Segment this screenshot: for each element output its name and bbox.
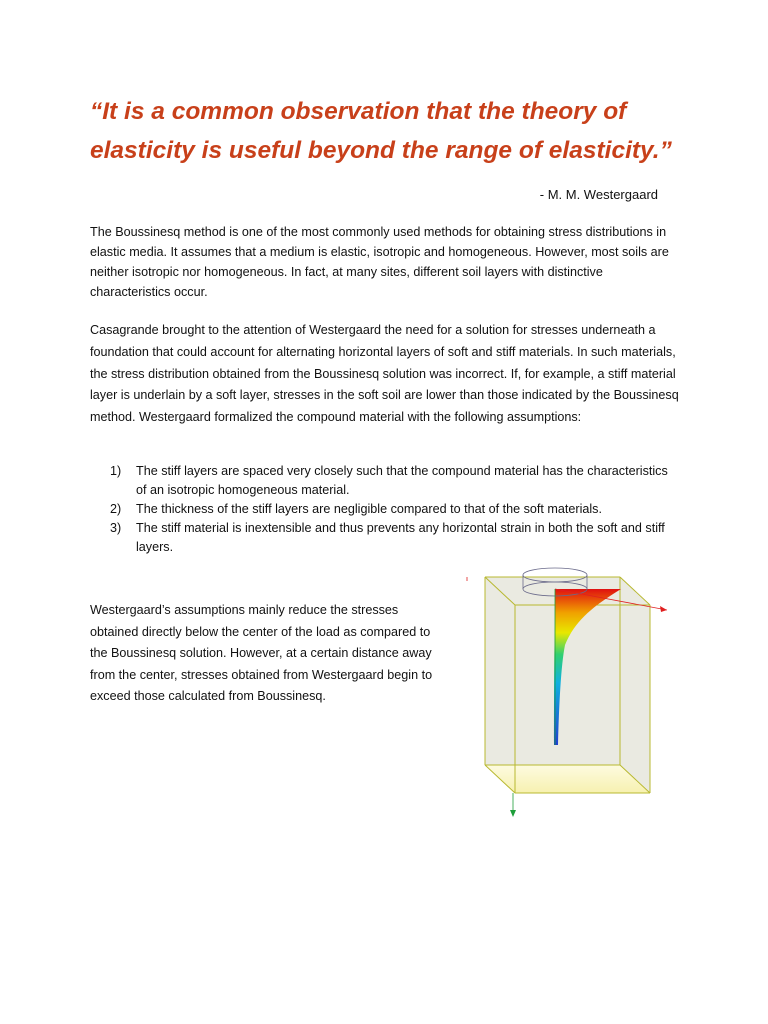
- list-item-text: The thickness of the stiff layers are negligible compared to that of the soft materials.: [136, 502, 602, 516]
- list-item: [110, 462, 680, 500]
- list-item-number: 1): [110, 464, 122, 478]
- list-item-number: 3): [110, 521, 122, 535]
- list-item-text: The stiff material is inextensible and thus prevents any horizontal strain in both the soft and stiff layers.: [136, 521, 665, 554]
- assumptions-list: [110, 462, 680, 557]
- stress-distribution-figure: [455, 565, 685, 820]
- quote-attribution: - M. M. Westergaard: [539, 187, 658, 202]
- x-axis-arrow: [660, 606, 667, 612]
- paragraph-westergaard-assumptions: Westergaard’s assumptions mainly reduce the stresses obtained directly below the center of the load as compared to the Boussinesq solution. However, at a certain distance away from the center, stresses obtained from Westergaard begin to exceed those calculated from Boussinesq.: [90, 603, 433, 703]
- paragraph-casagrande: Casagrande brought to the attention of Westergaard the need for a solution for stresses underneath a foundation that could account for alternating horizontal layers of soft and stiff materials. In such materials, the stress distribution obtained from the Boussinesq solution was incorrect. If, for example, a stiff material layer is underlain by a soft layer, stresses in the soft soil are lower than those indicated by the Boussinesq method. Westergaard formalized the compound material with the following assumptions:: [90, 323, 679, 425]
- z-axis-arrow: [510, 810, 516, 817]
- epigraph-quote: “It is a common observation that the theory of elasticity is useful beyond the range of elasticity.”: [90, 98, 672, 164]
- box-left-face: [485, 577, 515, 793]
- list-item-text: The stiff layers are spaced very closely such that the compound material has the characteristics of an isotropic homogeneous material.: [136, 464, 668, 497]
- paragraph-boussinesq: The Boussinesq method is one of the most commonly used methods for obtaining stress distributions in elastic media. It assumes that a medium is elastic, isotropic and homogeneous. However, most soils are neither isotropic nor homogeneous. In fact, at many sites, different soil layers with distinctive characteristics occur.: [90, 225, 669, 299]
- list-item: [110, 500, 680, 519]
- list-item-number: 2): [110, 502, 122, 516]
- list-item: [110, 519, 680, 557]
